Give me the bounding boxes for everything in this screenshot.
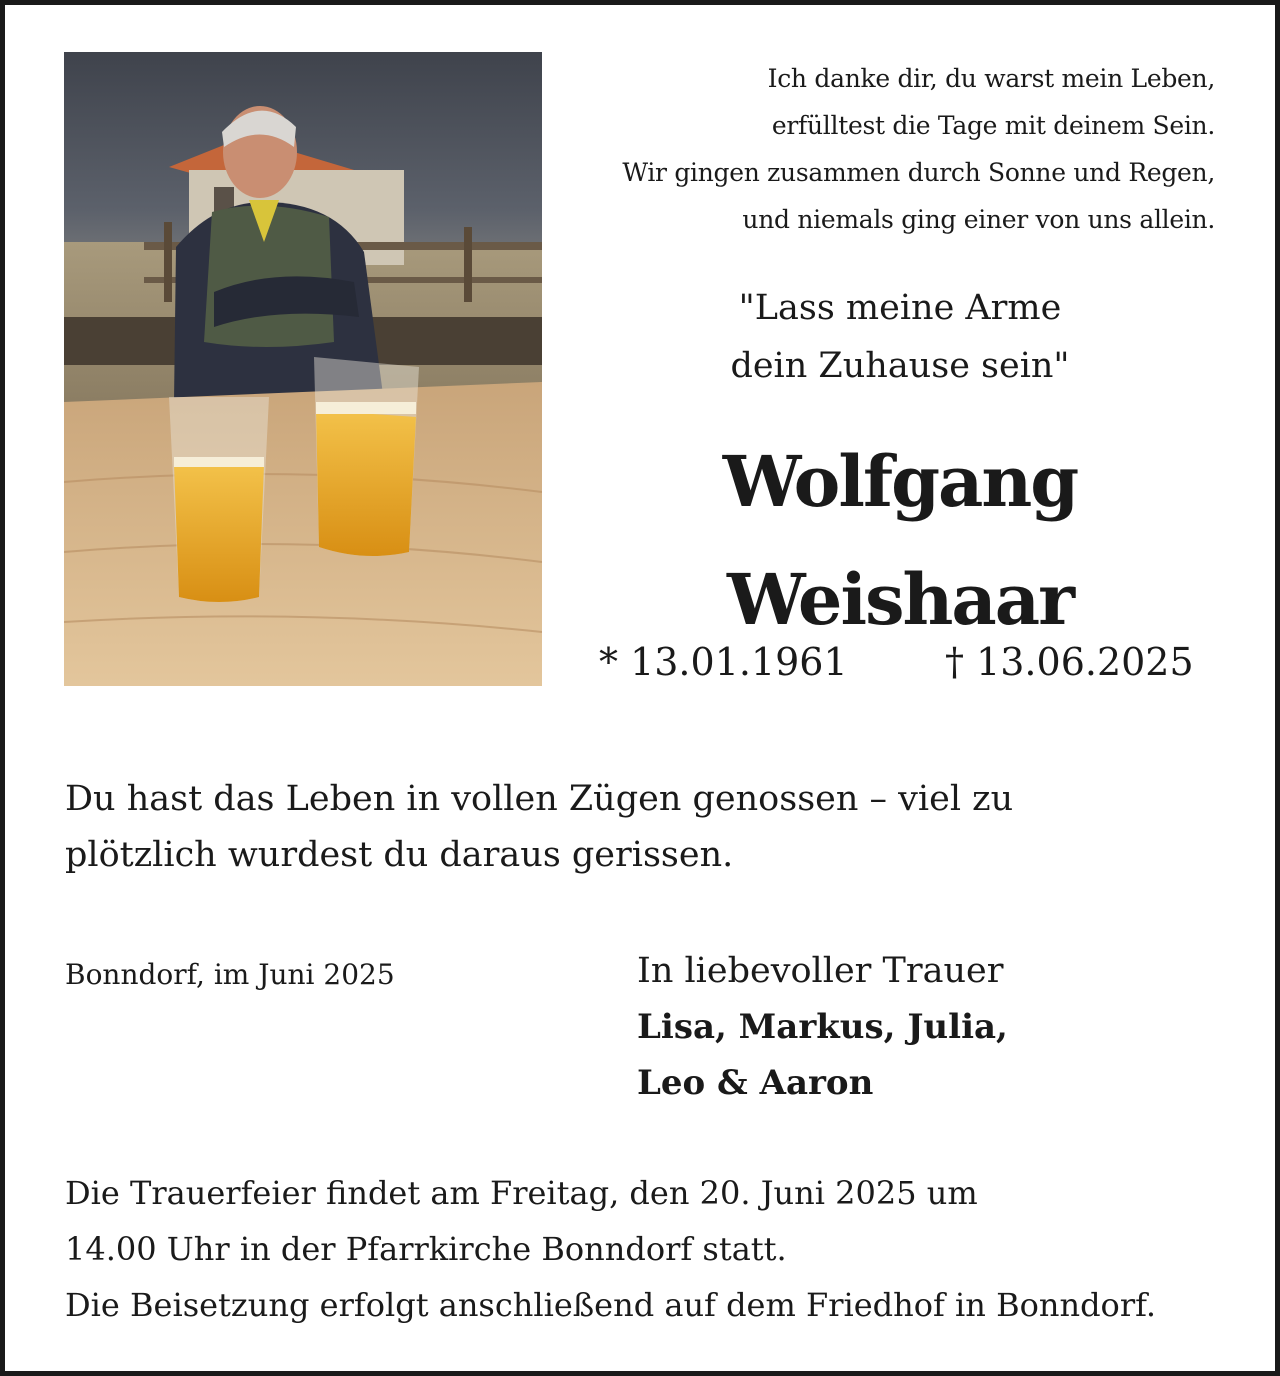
- quote-line: "Lass meine Arme: [738, 288, 1062, 328]
- quote: [605, 279, 1195, 395]
- death-date: † 13.06.2025: [945, 640, 1194, 684]
- poem-line: und niemals ging einer von uns allein.: [742, 205, 1215, 234]
- poem-line: Wir gingen zusammen durch Sonne und Regen,: [622, 158, 1215, 187]
- service-line: Die Trauerfeier findet am Freitag, den 20. Juni 2025 um: [65, 1174, 978, 1212]
- mourners: [637, 943, 1197, 1111]
- mourners-names: Leo & Aaron: [637, 1063, 874, 1103]
- last-name: Weishaar: [727, 558, 1073, 641]
- place-date: Bonndorf, im Juni 2025: [65, 958, 395, 991]
- poem-line: erfülltest die Tage mit deinem Sein.: [771, 111, 1215, 140]
- service-info: [65, 1165, 1235, 1333]
- deceased-name: [605, 423, 1195, 659]
- service-line: Die Beisetzung erfolgt anschließend auf dem Friedhof in Bonndorf.: [65, 1286, 1156, 1324]
- tribute-line: plötzlich wurdest du daraus gerissen.: [65, 835, 734, 875]
- poem: [575, 55, 1215, 243]
- birth-date: * 13.01.1961: [599, 640, 848, 684]
- portrait-photo: [64, 52, 542, 686]
- first-name: Wolfgang: [722, 440, 1078, 523]
- mourners-intro: In liebevoller Trauer: [637, 951, 1004, 991]
- tribute-text: [65, 771, 1215, 883]
- quote-line: dein Zuhause sein": [730, 346, 1070, 386]
- poem-line: Ich danke dir, du warst mein Leben,: [767, 64, 1215, 93]
- mourners-names: Lisa, Markus, Julia,: [637, 1007, 1008, 1047]
- tribute-line: Du hast das Leben in vollen Zügen genossen – viel zu: [65, 779, 1014, 819]
- service-line: 14.00 Uhr in der Pfarrkirche Bonndorf statt.: [65, 1230, 787, 1268]
- portrait-photo-illustration: [64, 52, 542, 686]
